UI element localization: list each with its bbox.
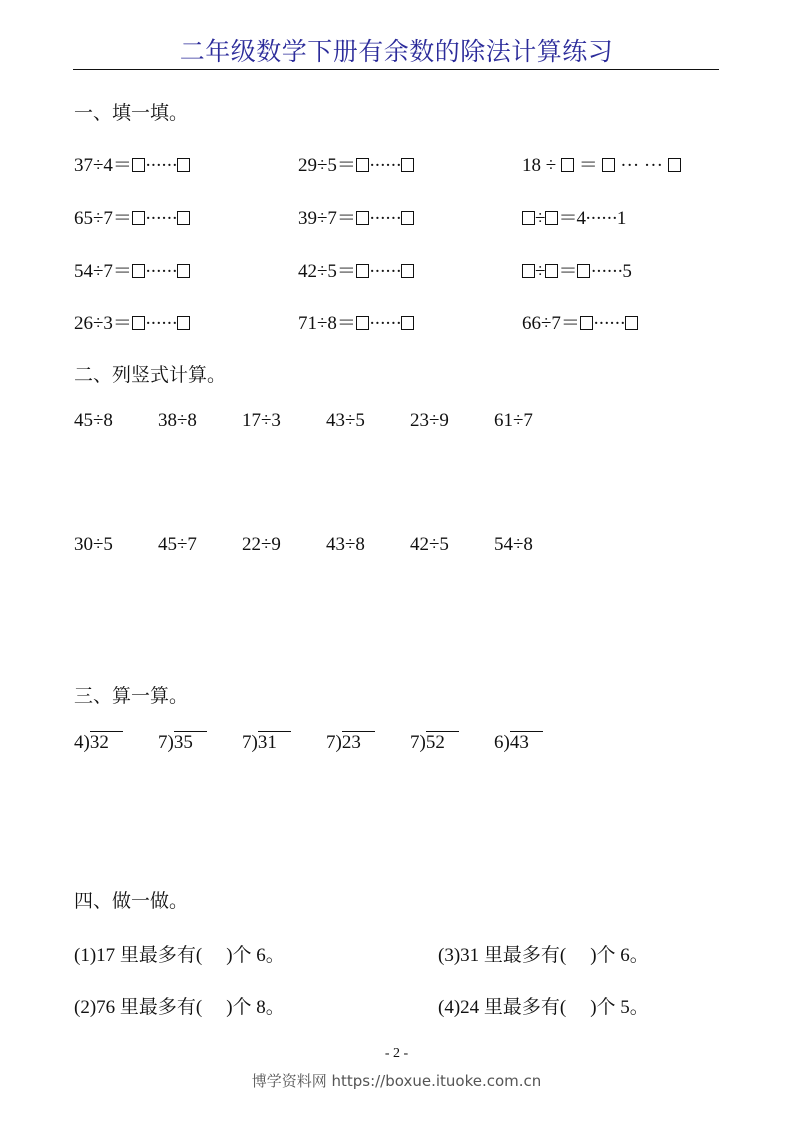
answer-box[interactable] [132,211,145,225]
answer-box[interactable] [356,264,369,278]
fill-item: 66÷7＝ ······ [522,308,638,335]
fill-item: ÷ ＝ ······5 [522,256,631,283]
answer-box[interactable] [132,264,145,278]
long-division-item: 6)43 [494,731,543,754]
word-problem-2: (2)76 里最多有( )个 8。 [74,997,285,1018]
answer-box[interactable] [177,316,190,330]
answer-box[interactable] [545,211,558,225]
watermark: 博学资料网 https://boxue.ituoke.com.cn [251,1072,542,1090]
answer-box[interactable] [177,264,190,278]
vertical-calc-item: 61÷7 [494,410,533,431]
section-4-heading: 四、做一做。 [74,891,189,912]
long-division-item: 4)32 [74,731,123,754]
fill-item: ÷ ＝4······1 [522,203,625,230]
long-division-item: 7)35 [158,731,207,754]
vertical-calc-item: 45÷7 [158,534,197,555]
vertical-calc-item: 43÷8 [326,534,365,555]
fill-item: 54÷7＝ ······ [74,256,190,283]
section-1-heading: 一、填一填。 [74,103,189,124]
answer-box[interactable] [132,158,145,172]
long-division-item: 7)31 [242,731,291,754]
vertical-calc-item: 54÷8 [494,534,533,555]
answer-box[interactable] [356,158,369,172]
answer-box[interactable] [522,264,535,278]
fill-item: 37÷4＝ ······ [74,150,190,177]
long-division-item: 7)23 [326,731,375,754]
answer-box[interactable] [177,158,190,172]
section-3-heading: 三、算一算。 [74,686,189,707]
answer-box[interactable] [132,316,145,330]
page-number: - 2 - [384,1046,409,1061]
answer-box[interactable] [401,211,414,225]
answer-box[interactable] [356,211,369,225]
word-problem-4: (4)24 里最多有( )个 5。 [438,997,649,1018]
long-division-item: 7)52 [410,731,459,754]
vertical-calc-item: 17÷3 [242,410,281,431]
answer-box[interactable] [545,264,558,278]
fill-item: 29÷5＝ ······ [298,150,414,177]
answer-box[interactable] [668,158,681,172]
answer-box[interactable] [401,158,414,172]
answer-box[interactable] [401,316,414,330]
answer-box[interactable] [561,158,574,172]
answer-box[interactable] [522,211,535,225]
answer-box[interactable] [577,264,590,278]
section-2-heading: 二、列竖式计算。 [74,365,227,386]
title-divider [73,69,719,70]
vertical-calc-item: 42÷5 [410,534,449,555]
answer-box[interactable] [177,211,190,225]
answer-box[interactable] [602,158,615,172]
answer-box[interactable] [356,316,369,330]
vertical-calc-item: 22÷9 [242,534,281,555]
fill-item: 71÷8＝ ······ [298,308,414,335]
vertical-calc-item: 45÷8 [74,410,113,431]
vertical-calc-item: 23÷9 [410,410,449,431]
fill-item: 18 ÷ ＝ ··· ··· [522,150,681,177]
page-title: 二年级数学下册有余数的除法计算练习 [179,37,614,66]
vertical-calc-item: 30÷5 [74,534,113,555]
fill-item: 65÷7＝ ······ [74,203,190,230]
answer-box[interactable] [580,316,593,330]
answer-box[interactable] [625,316,638,330]
fill-item: 42÷5＝ ······ [298,256,414,283]
word-problem-1: (1)17 里最多有( )个 6。 [74,945,285,966]
fill-item: 26÷3＝ ······ [74,308,190,335]
word-problem-3: (3)31 里最多有( )个 6。 [438,945,649,966]
fill-item: 39÷7＝ ······ [298,203,414,230]
vertical-calc-item: 38÷8 [158,410,197,431]
answer-box[interactable] [401,264,414,278]
vertical-calc-item: 43÷5 [326,410,365,431]
